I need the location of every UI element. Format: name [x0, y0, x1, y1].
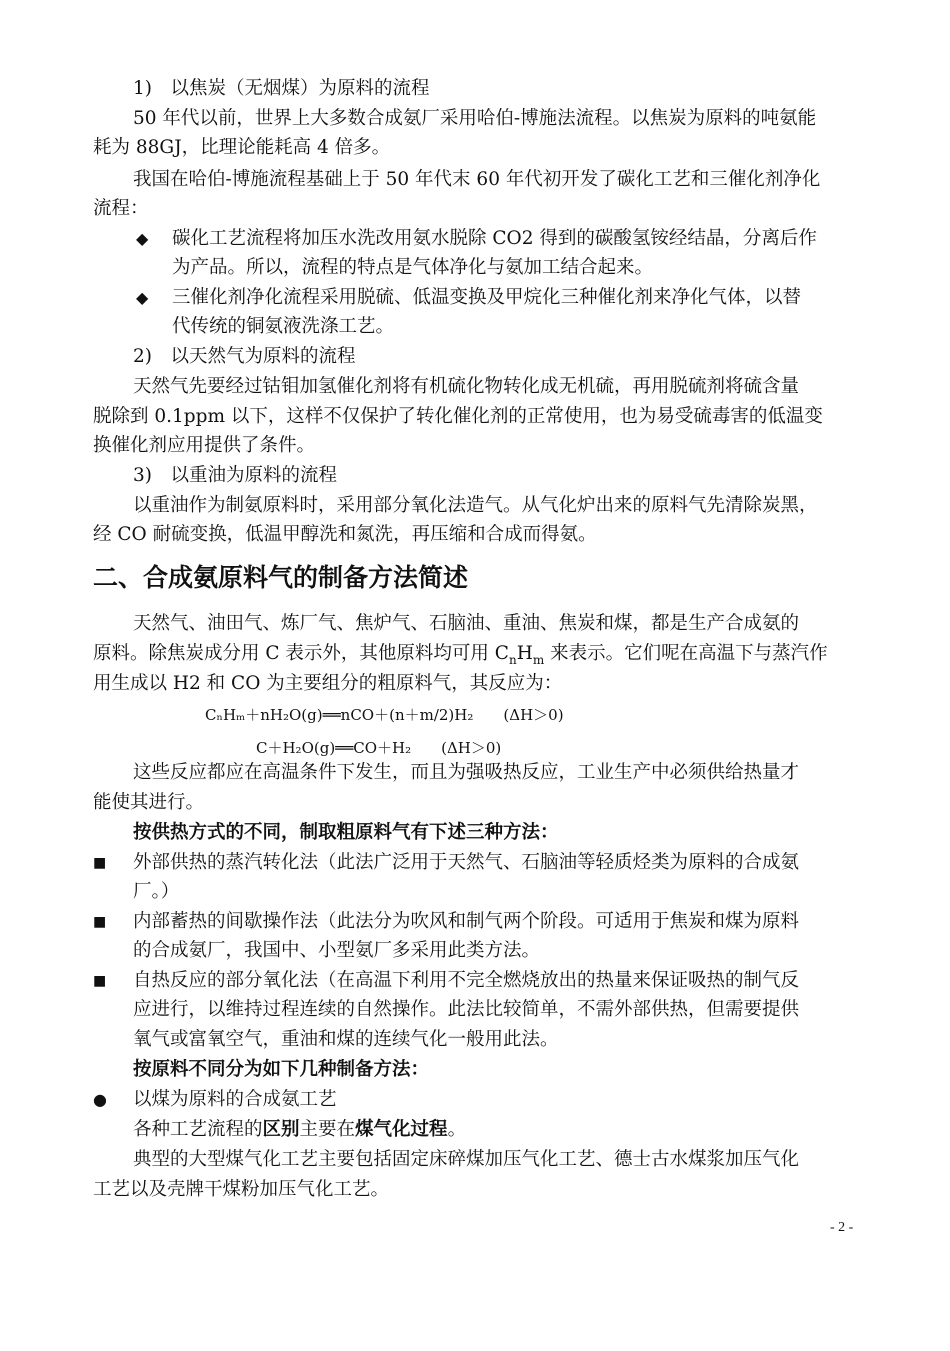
bold-subheading: 按原料不同分为如下几种制备方法：	[133, 1059, 430, 1080]
text-segment: 各种工艺流程的	[133, 1119, 263, 1140]
bullet-line: 代传统的铜氨液洗涤工艺。	[172, 316, 395, 337]
equation-2: C＋H₂O(g)══CO＋H₂ (ΔH＞0)	[256, 739, 502, 757]
text-segment: 原料。除焦炭成分用 C 表示外，其他原料均可用 C	[93, 643, 509, 664]
bullet-line: 的合成氨厂，我国中、小型氨厂多采用此类方法。	[133, 940, 541, 961]
paragraph-line: 脱除到 0.1ppm 以下，这样不仅保护了转化催化剂的正常使用，也为易受硫毒害的低温变	[93, 406, 823, 427]
paragraph-line: 50 年代以前，世界上大多数合成氨厂采用哈伯-博施法流程。以焦炭为原料的吨氨能	[133, 108, 817, 129]
bullet-line: 三催化剂净化流程采用脱硫、低温变换及甲烷化三种催化剂来净化气体，以替	[172, 287, 802, 308]
paragraph-line: 这些反应都应在高温条件下发生，而且为强吸热反应，工业生产中必须供给热量才	[133, 762, 800, 783]
paragraph-line: 用生成以 H2 和 CO 为主要组分的粗原料气，其反应为：	[93, 673, 563, 694]
equation-1: CₙHₘ＋nH₂O(g)══nCO＋(n＋m/2)H₂ (ΔH＞0)	[205, 706, 564, 724]
paragraph-line: 经 CO 耐硫变换，低温甲醇洗和氮洗，再压缩和合成而得氨。	[93, 524, 597, 545]
bold-subheading: 按供热方式的不同，制取粗原料气有下述三种方法：	[133, 822, 559, 843]
bullet-line: 内部蓄热的间歇操作法（此法分为吹风和制气两个阶段。可适用于焦炭和煤为原料	[133, 911, 800, 932]
paragraph-line: 天然气、油田气、炼厂气、焦炉气、石脑油、重油、焦炭和煤，都是生产合成氨的	[133, 613, 800, 634]
subscript-n: n	[508, 653, 517, 667]
section-heading: 二、合成氨原料气的制备方法简述	[93, 563, 469, 592]
text-segment: 来表示。它们呢在高温下与蒸汽作	[544, 643, 828, 664]
dot-bullet-icon: ●	[93, 1090, 107, 1109]
bold-term: 区别	[262, 1119, 300, 1140]
paragraph-line: 天然气先要经过钴钼加氢催化剂将有机硫化物转化成无机硫，再用脱硫剂将硫含量	[133, 376, 800, 397]
list-item-1: 1) 以焦炭（无烟煤）为原料的流程	[133, 78, 430, 99]
bullet-line: 应进行，以维持过程连续的自然操作。此法比较简单，不需外部供热，但需要提供	[133, 999, 800, 1020]
page-number: - 2 -	[830, 1220, 854, 1235]
paragraph-line: 工艺以及壳牌干煤粉加压气化工艺。	[93, 1179, 390, 1200]
bullet-line: 氧气或富氧空气，重油和煤的连续气化一般用此法。	[133, 1029, 559, 1050]
paragraph-line: 以重油作为制氨原料时，采用部分氧化法造气。从气化炉出来的原料气先清除炭黑，	[133, 495, 818, 516]
bullet-line: 为产品。所以，流程的特点是气体净化与氨加工结合起来。	[172, 257, 654, 278]
diamond-bullet-icon: ◆	[136, 229, 149, 248]
bullet-line: 自热反应的部分氧化法（在高温下利用不完全燃烧放出的热量来保证吸热的制气反	[133, 970, 800, 991]
square-bullet-icon: ■	[93, 855, 107, 871]
list-item-2: 2) 以天然气为原料的流程	[133, 346, 356, 367]
bullet-line: 碳化工艺流程将加压水洗改用氨水脱除 CO2 得到的碳酸氢铵经结晶，分离后作	[172, 228, 817, 249]
paragraph-line: 耗为 88GJ，比理论能耗高 4 倍多。	[93, 137, 391, 158]
text-segment: H	[516, 643, 533, 664]
paragraph-line: 能使其进行。	[93, 792, 205, 813]
bold-term: 煤气化过程	[355, 1119, 448, 1140]
bullet-line: 以煤为原料的合成氨工艺	[133, 1089, 337, 1110]
text-segment: 。	[447, 1119, 467, 1140]
subscript-m: m	[532, 653, 545, 667]
paragraph-line: 换催化剂应用提供了条件。	[93, 435, 316, 456]
square-bullet-icon: ■	[93, 973, 107, 989]
text-segment: 主要在	[299, 1119, 356, 1140]
diamond-bullet-icon: ◆	[136, 288, 149, 307]
paragraph-line	[93, 641, 828, 673]
paragraph-line: 典型的大型煤气化工艺主要包括固定床碎煤加压气化工艺、德士古水煤浆加压气化	[133, 1149, 800, 1170]
paragraph-line: 流程：	[93, 198, 149, 219]
paragraph-line: 我国在哈伯-博施流程基础上于 50 年代末 60 年代初开发了碳化工艺和三催化剂净化	[133, 169, 821, 190]
bullet-line: 厂。）	[133, 881, 180, 902]
square-bullet-icon: ■	[93, 914, 107, 930]
paragraph-line	[133, 1117, 466, 1143]
list-item-3: 3) 以重油为原料的流程	[133, 465, 337, 486]
bullet-line: 外部供热的蒸汽转化法（此法广泛用于天然气、石脑油等轻质烃类为原料的合成氨	[133, 852, 800, 873]
